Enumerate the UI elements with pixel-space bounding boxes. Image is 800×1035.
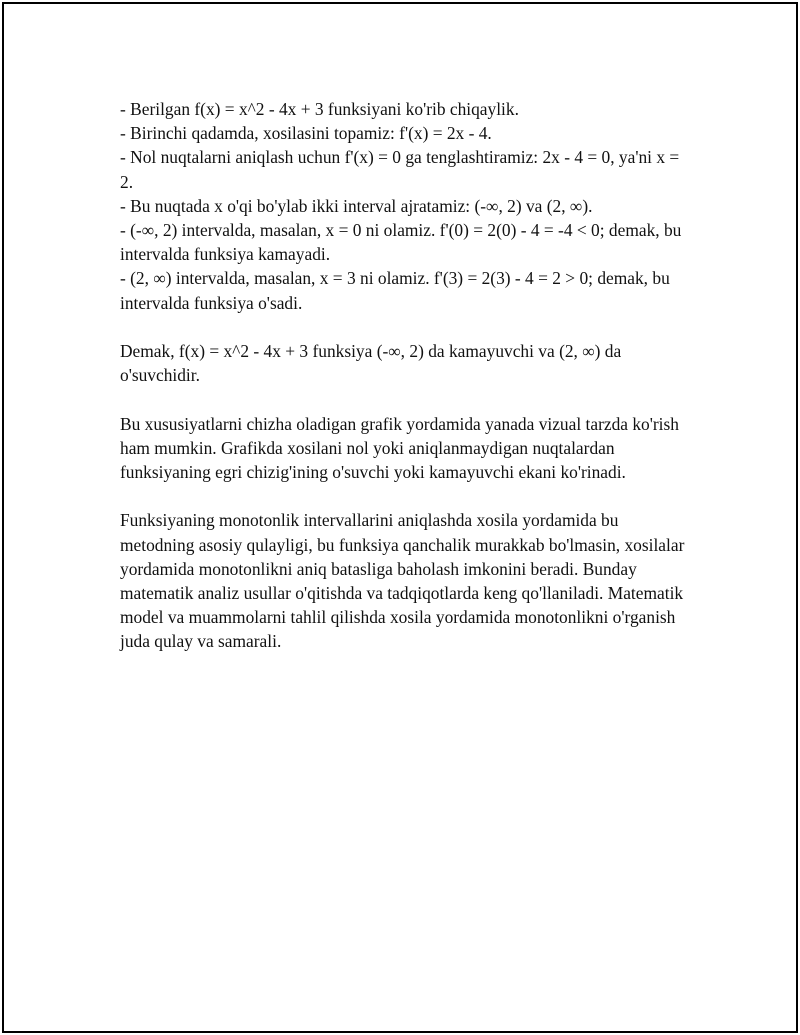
list-item: - Berilgan f(x) = x^2 - 4x + 3 funksiyani ko'rib chiqaylik.	[120, 99, 519, 119]
list-item: - Bu nuqtada x o'qi bo'ylab ikki interval ajratamiz: (-∞, 2) va (2, ∞).	[120, 195, 593, 216]
list-item: - Birinchi qadamda, xosilasini topamiz: f'(x) = 2x - 4.	[120, 123, 492, 144]
document-body	[120, 97, 690, 678]
document-page	[2, 2, 798, 1033]
conclusion-paragraph: Demak, f(x) = x^2 - 4x + 3 funksiya (-∞, 2) da kamayuvchi va (2, ∞) da o'suvchidir.	[120, 341, 622, 386]
graph-paragraph: Bu xususiyatlarni chizha oladigan grafik yordamida yanada vizual tarzda ko'rish ham mumkin. Grafikda xosilani nol yoki aniqlanmaydigan nuqtalardan funksiyaning egri chizig'ining o'suvchi yoki kamayuvchi ekani ko'rinadi.	[120, 413, 679, 483]
steps-list	[120, 97, 690, 315]
list-item: - (2, ∞) intervalda, masalan, x = 3 ni olamiz. f'(3) = 2(3) - 4 = 2 > 0; demak, bu intervalda funksiya o'sadi.	[120, 268, 670, 313]
final-paragraph: Funksiyaning monotonlik intervallarini aniqlashda xosila yordamida bu metodning asosiy qulayligi, bu funksiya qanchalik murakkab bo'lmasin, xosilalar yordamida monotonlikni aniq batasliga baholash imkonini beradi. Bunday matematik analiz usullar o'qitishda va tadqiqotlarda keng qo'llaniladi. Matematik model va muammolarni tahlil qilishda xosila yordamida monotonlikni o'rganish juda qulay va samarali.	[120, 510, 685, 652]
list-item: - (-∞, 2) intervalda, masalan, x = 0 ni olamiz. f'(0) = 2(0) - 4 = -4 < 0; demak, bu intervalda funksiya kamayadi.	[120, 220, 682, 265]
list-item: - Nol nuqtalarni aniqlash uchun f'(x) = 0 ga tenglashtiramiz: 2x - 4 = 0, ya'ni x = 2.	[120, 147, 680, 192]
